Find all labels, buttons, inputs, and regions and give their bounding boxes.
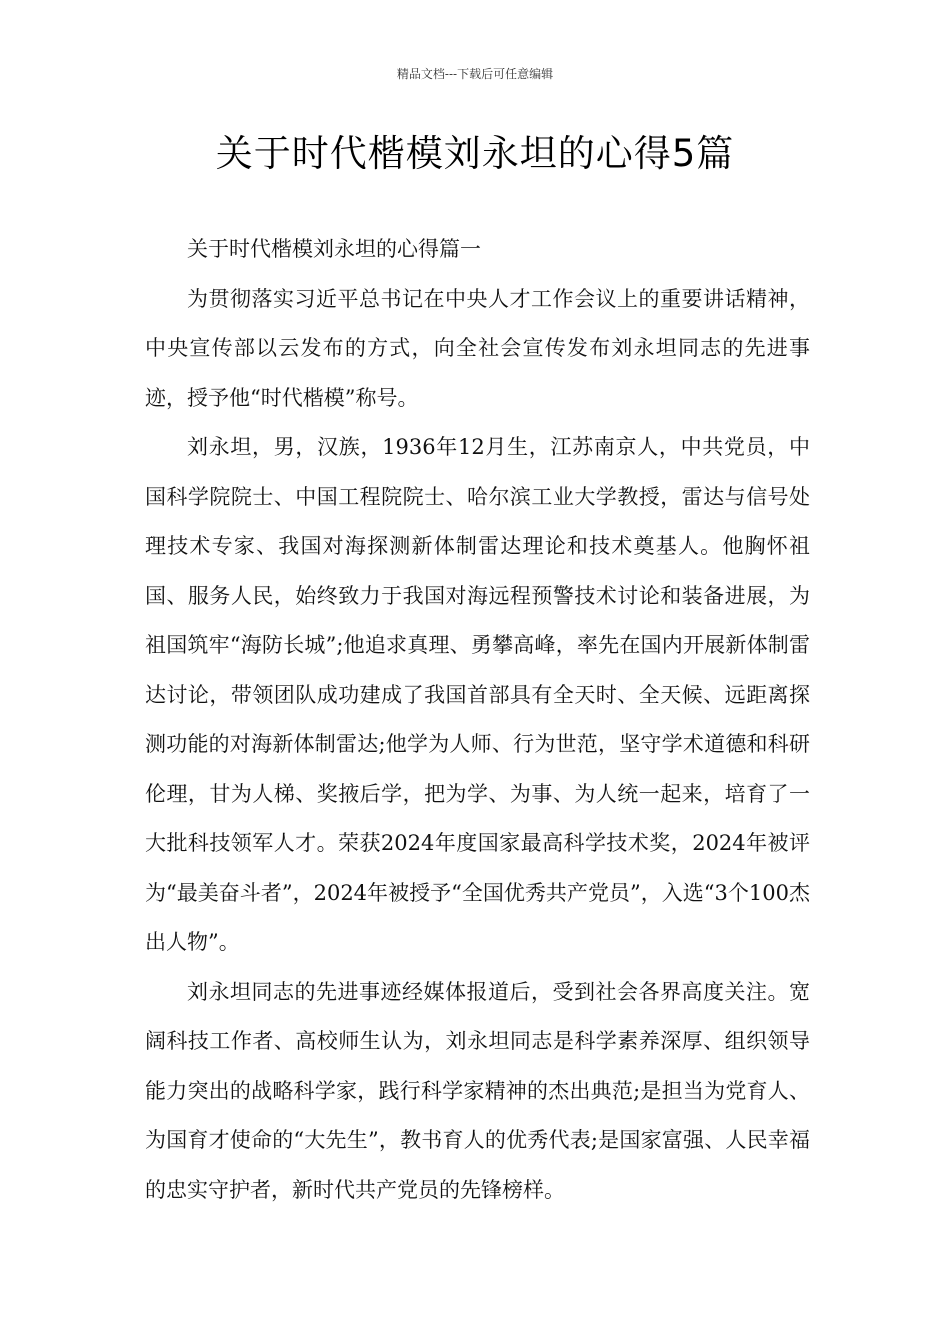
paragraph: 刘永坦同志的先进事迹经媒体报道后，受到社会各界高度关注。宽阔科技工作者、高校师生认为，刘永坦同志是科学素养深厚、组织领导能力突出的战略科学家，践行科学家精神的杰出典范;是担当为党育人、为国育才使命的“大先生”，教书育人的优秀代表;是国家富强、人民幸福的忠实守护者，新时代共产党员的先锋榜样。 <box>145 979 810 1202</box>
document-body <box>145 225 810 1215</box>
paragraph: 刘永坦，男，汉族，1936年12月生，江苏南京人，中共党员，中国科学院院士、中国工程院院士、哈尔滨工业大学教授，雷达与信号处理技术专家、我国对海探测新体制雷达理论和技术奠基人。他胸怀祖国、服务人民，始终致力于我国对海远程预警技术讨论和装备进展，为祖国筑牢“海防长城”;他追求真理、勇攀高峰，率先在国内开展新体制雷达讨论，带领团队成功建成了我国首部具有全天时、全天候、远距离探测功能的对海新体制雷达;他学为人师、行为世范，坚守学术道德和科研伦理，甘为人梯、奖掖后学，把为学、为事、为人统一起来，培育了一大批科技领军人才。荣获2024年度国家最高科学技术奖，2024年被评为“最美奋斗者”，2024年被授予“全国优秀共产党员”，入选“3个100杰出人物”。 <box>145 435 810 954</box>
paragraph: 为贯彻落实习近平总书记在中央人才工作会议上的重要讲话精神，中央宣传部以云发布的方式，向全社会宣传发布刘永坦同志的先进事迹，授予他“时代楷模”称号。 <box>145 286 810 410</box>
section-heading: 关于时代楷模刘永坦的心得篇一 <box>187 237 481 261</box>
document-title: 关于时代楷模刘永坦的心得5篇 <box>215 132 735 175</box>
header-note: 精品文档---下载后可任意编辑 <box>396 67 554 81</box>
